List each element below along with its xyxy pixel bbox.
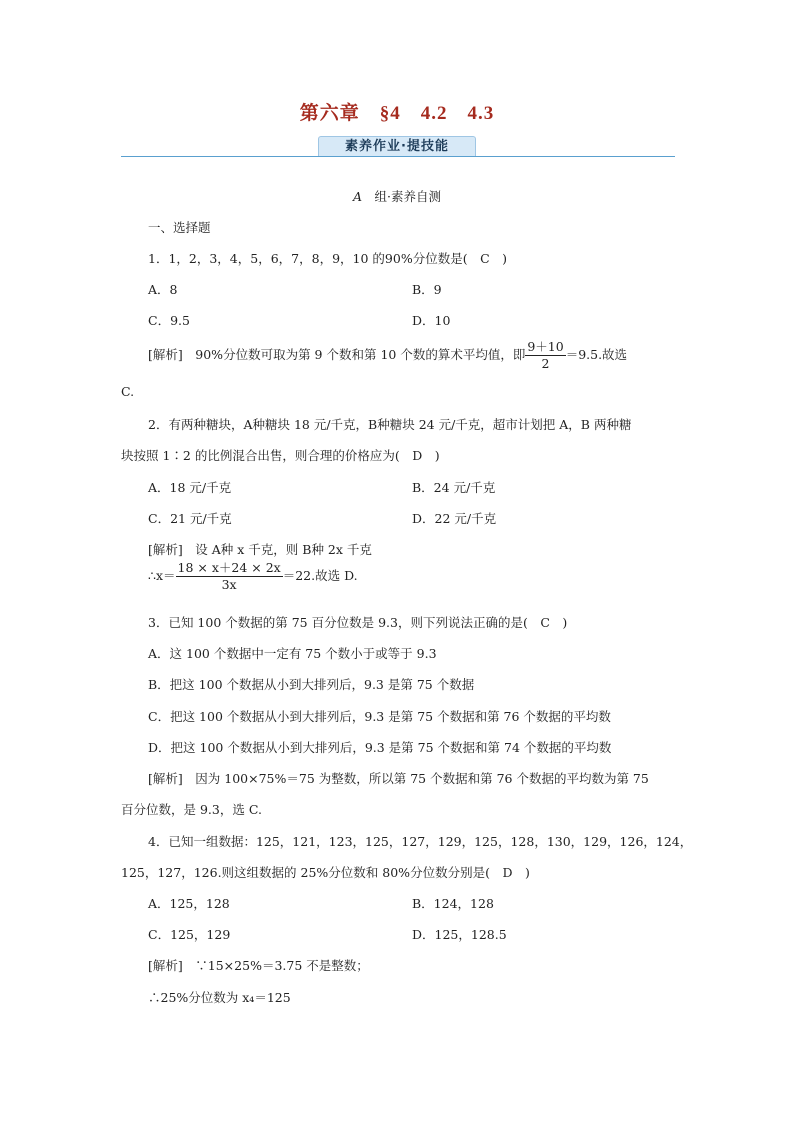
q1-fraction <box>525 339 565 372</box>
q2-option-b: B．24 元/千克 <box>412 480 496 495</box>
q3-option-b: B．把这 100 个数据从小到大排列后，9.3 是第 75 个数据 <box>148 677 475 692</box>
group-title <box>0 187 794 205</box>
q1-option-d: D．10 <box>412 313 451 328</box>
q4-analysis <box>148 956 369 974</box>
q3-option-c: C．把这 100 个数据从小到大排列后，9.3 是第 75 个数据和第 76 个数据的平均数 <box>148 709 611 724</box>
q3-analysis <box>148 769 649 787</box>
q1-analysis-continued: C. <box>121 384 135 399</box>
q3-analysis-continued: 百分位数，是 9.3，选 C. <box>121 802 262 817</box>
section-heading: 一、选择题 <box>148 220 211 235</box>
q2-solution <box>148 560 358 593</box>
analysis-tag: [解析] <box>148 542 183 557</box>
q4-option-d: D．125，128.5 <box>412 927 507 942</box>
q2-analysis <box>148 540 372 558</box>
q1-option-c: C．9.5 <box>148 313 190 328</box>
header-rule <box>121 156 675 157</box>
q1-analysis-result: ＝9.5.故选 <box>565 347 628 362</box>
question-2-stem-line-2: 块按照 1∶2 的比例混合出售，则合理的价格应为( D ) <box>121 448 440 463</box>
q4-analysis-text: ∵15×25%＝3.75 不是整数； <box>195 958 369 973</box>
q1-fraction-numerator: 9＋10 <box>527 339 564 354</box>
section-label: §4 <box>379 103 401 124</box>
q1-option-a: A．8 <box>148 282 178 297</box>
analysis-tag: [解析] <box>148 771 183 786</box>
q3-analysis-text: 因为 100×75%＝75 为整数，所以第 75 个数据和第 76 个数据的平均数为第 75 <box>195 771 649 786</box>
analysis-tag: [解析] <box>148 347 183 362</box>
q3-option-a: A．这 100 个数据中一定有 75 个数小于或等于 9.3 <box>148 646 437 661</box>
q3-option-d: D．把这 100 个数据从小到大排列后，9.3 是第 75 个数据和第 74 个数据的平均数 <box>148 740 612 755</box>
q2-fraction-denominator: 3x <box>221 577 237 592</box>
q4-option-c: C．125，129 <box>148 927 231 942</box>
chapter-label: 第六章 <box>299 103 360 124</box>
subsection-label-2: 4.3 <box>467 103 495 124</box>
q4-option-a: A．125，128 <box>148 896 230 911</box>
q4-analysis-continued: ∴25%分位数为 x₄＝125 <box>148 990 291 1005</box>
q1-option-b: B．9 <box>412 282 442 297</box>
question-4-stem-line-1: 4．已知一组数据：125，121，123，125，127，129，125，128，130，129，126，124， <box>148 834 693 849</box>
group-title-text: 组·素养自测 <box>374 189 442 204</box>
question-3-stem: 3．已知 100 个数据的第 75 百分位数是 9.3，则下列说法正确的是( C ) <box>148 615 568 630</box>
q4-option-b: B．124，128 <box>412 896 494 911</box>
q1-analysis-text: 90%分位数可取为第 9 个数和第 10 个数的算术平均值，即 <box>195 347 526 362</box>
question-4-stem-line-2: 125，127，126.则这组数据的 25%分位数和 80%分位数分别是( D ) <box>121 865 530 880</box>
group-letter: A <box>352 189 363 204</box>
q1-analysis <box>148 339 627 372</box>
q2-solution-result: ＝22.故选 D. <box>282 568 358 583</box>
therefore-x: ∴x＝ <box>148 568 176 583</box>
question-2-stem-line-1: 2．有两种糖块，A种糖块 18 元/千克，B种糖块 24 元/千克，超市计划把 A，B 两种糖 <box>148 417 632 432</box>
q2-fraction <box>176 560 283 593</box>
q2-option-c: C．21 元/千克 <box>148 511 232 526</box>
subsection-label-1: 4.2 <box>420 103 448 124</box>
q2-fraction-numerator: 18 × x＋24 × 2x <box>177 560 281 575</box>
q2-analysis-text: 设 A种 x 千克，则 B种 2x 千克 <box>195 542 372 557</box>
q2-option-d: D．22 元/千克 <box>412 511 497 526</box>
q1-fraction-denominator: 2 <box>541 356 550 371</box>
analysis-tag: [解析] <box>148 958 183 973</box>
chapter-title <box>0 98 794 125</box>
question-1-stem: 1．1，2，3，4，5，6，7，8，9，10 的90%分位数是( C ) <box>148 251 508 266</box>
section-banner: 素养作业·提技能 <box>318 136 476 156</box>
q2-option-a: A．18 元/千克 <box>148 480 232 495</box>
